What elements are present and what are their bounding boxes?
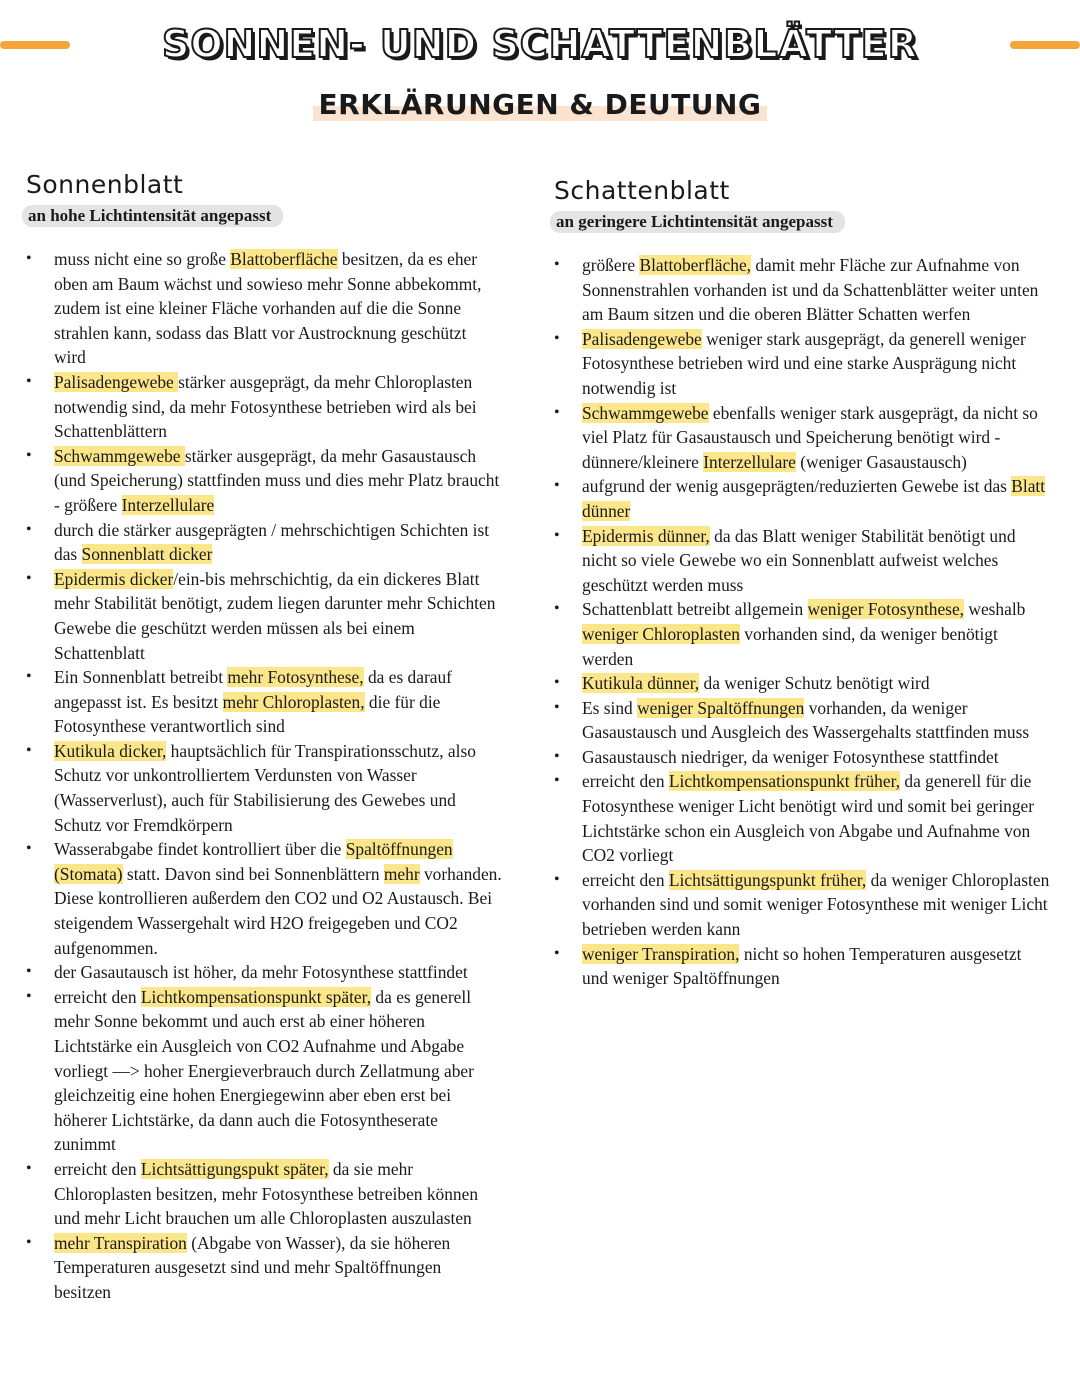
sonnenblatt-heading: Sonnenblatt <box>26 170 184 199</box>
list-item <box>22 837 502 960</box>
list-item <box>550 745 1050 770</box>
list-item <box>550 253 1050 327</box>
highlighted-term: Kutikula dicker, <box>54 740 167 761</box>
page-title: SONNEN- UND SCHATTENBLÄTTER <box>161 22 919 66</box>
list-text: weshalb <box>964 599 1026 620</box>
list-text: vorhanden, da weniger Gasaustausch und Ausgleich des Wassergehalts stattfinden muss <box>582 697 1030 743</box>
list-item <box>550 671 1050 696</box>
list-text: statt. Davon sind bei Sonnenblättern <box>122 863 384 884</box>
schattenblatt-list <box>550 253 1050 991</box>
list-text: nicht so hohen Temperaturen ausgesetzt und weniger Spaltöffnungen <box>582 943 1022 989</box>
list-text: damit mehr Fläche zur Aufnahme von Sonnenstrahlen vorhanden ist und da Schattenblätter weiter unten am Baum sitzen und die oberen Blätter Schatten werfen <box>582 255 1039 325</box>
highlighted-term: mehr Transpiration <box>54 1232 187 1253</box>
list-item <box>22 739 502 837</box>
list-item <box>550 474 1050 523</box>
highlighted-term: Epidermis dünner, <box>582 525 710 546</box>
highlighted-term: weniger Spaltöffnungen <box>637 697 805 718</box>
list-text: größere <box>582 255 640 275</box>
page-subtitle <box>0 88 1080 121</box>
list-item <box>550 401 1050 475</box>
title-accent-line-left <box>0 41 70 49</box>
list-text: erreicht den <box>54 1158 141 1179</box>
list-item <box>550 327 1050 401</box>
highlighted-term: Palisadengewebe <box>54 371 179 392</box>
highlighted-term: Interzellulare <box>121 494 215 515</box>
highlighted-term: Schwammgewebe <box>582 402 709 423</box>
list-item <box>22 518 502 567</box>
highlighted-term: weniger Fotosynthese, <box>807 599 965 620</box>
highlighted-term: Spaltöffnungen (Stomata) <box>54 839 453 884</box>
list-text: ebenfalls weniger stark ausgeprägt, da nicht so viel Platz für Gasaustausch und Speicherung benötigt wird - dünnere/kleinere <box>582 402 1038 472</box>
list-text: aufgrund der wenig ausgeprägten/reduzierten Gewebe ist das <box>582 476 1012 497</box>
list-text: weniger stark ausgeprägt, da generell weniger Fotosynthese betrieben wird und eine starke Ausprägung nicht notwendig ist <box>582 328 1026 398</box>
sonnenblatt-tag: an hohe Lichtintensität angepasst <box>22 205 283 227</box>
list-text: da es generell mehr Sonne bekommt und auch erst ab einer höheren Lichtstärke ein Ausgleich von CO2 Aufnahme und Abgabe vorliegt —> hoher Energieverbrauch durch Zellatmung aber gleichzeitig eine hohen Energiegewinn aber eben erst bei höherer Lichtstärke, da dann auch die Fotosyntheserate zunimmt <box>54 986 474 1155</box>
list-item <box>22 370 502 444</box>
sonnenblatt-column <box>22 170 502 1305</box>
highlighted-term: Palisadengewebe <box>582 328 702 349</box>
list-text: da weniger Schutz benötigt wird <box>699 673 930 694</box>
list-text: (Abgabe von Wasser), da sie höheren Temperaturen ausgesetzt sind und mehr Spaltöffnungen besitzen <box>54 1232 451 1302</box>
list-text: erreicht den <box>582 771 669 792</box>
highlighted-term: Kutikula dünner, <box>582 673 700 694</box>
highlighted-term: Lichtsättigungspunkt früher, <box>668 869 867 890</box>
list-item <box>22 960 502 985</box>
title-accent-line-right <box>1010 41 1080 49</box>
list-item <box>550 524 1050 598</box>
list-text: die für die Fotosynthese verantwortlich sind <box>54 691 441 737</box>
list-text: stärker ausgeprägt, da mehr Chloroplasten notwendig sind, da mehr Fotosynthese betrieben wird als bei Schattenblättern <box>54 371 477 442</box>
highlighted-term: weniger Transpiration, <box>582 943 740 964</box>
schattenblatt-heading: Schattenblatt <box>554 176 730 205</box>
sonnenblatt-list <box>22 247 502 1305</box>
list-text: Wasserabgabe findet kontrolliert über die <box>54 839 346 860</box>
highlighted-term: Sonnenblatt dicker <box>81 544 213 565</box>
list-text: hauptsächlich für Transpirationsschutz, also Schutz vor unkontrolliertem Verdunsten von Wasser (Wasserverlust), auch für Stabilisierung des Gewebes und Schutz vor Fremdkörpern <box>54 740 476 835</box>
list-text: da weniger Chloroplasten vorhanden sind und somit weniger Fotosynthese mit weniger Licht betrieben werden kann <box>582 869 1050 940</box>
highlighted-term: Lichtkompensationspunkt früher, <box>668 771 901 792</box>
highlighted-term: Lichtsättigungspukt später, <box>140 1158 329 1179</box>
list-text: stärker ausgeprägt, da mehr Gasaustausch (und Speicherung) stattfinden muss und dies mehr Platz braucht - größere <box>54 445 500 515</box>
list-text: da generell für die Fotosynthese weniger Licht benötigt wird und somit bei geringer Lichtstärke schon ein Ausgleich von Abgabe und Aufnahme von CO2 vorliegt <box>582 771 1035 866</box>
list-item <box>550 597 1050 671</box>
list-text: vorhanden sind, da weniger benötigt werden <box>582 623 998 669</box>
list-item <box>550 942 1050 991</box>
highlighted-term: mehr Fotosynthese, <box>227 667 364 688</box>
list-text: Es sind <box>582 697 638 718</box>
highlighted-term: Epidermis dicker <box>54 568 174 589</box>
list-text: da es darauf angepasst ist. Es besitzt <box>54 667 452 712</box>
list-item <box>22 1157 502 1231</box>
list-item <box>22 985 502 1157</box>
list-text: durch die stärker ausgeprägten / mehrschichtigen Schichten ist das <box>54 519 490 565</box>
list-text: Schattenblatt betreibt allgemein <box>582 599 808 620</box>
list-item <box>22 665 502 739</box>
list-item <box>550 769 1050 867</box>
list-text: Ein Sonnenblatt betreibt <box>54 667 228 688</box>
highlighted-term: Blattoberfläche, <box>639 255 752 275</box>
list-text: da das Blatt weniger Stabilität benötigt und nicht so viele Gewebe wo ein Sonnenblatt aufweist welches geschützt werden muss <box>582 525 1016 595</box>
list-text: (weniger Gasaustausch) <box>795 451 967 472</box>
list-text: vorhanden. Diese kontrollieren außerdem den CO2 und O2 Austausch. Bei steigendem Wassergehalt wird H2O freigegeben und CO2 aufgenommen. <box>54 863 502 958</box>
schattenblatt-column <box>550 176 1050 991</box>
schattenblatt-tag: an geringere Lichtintensität angepasst <box>550 211 845 233</box>
list-text: besitzen, da es eher oben am Baum wächst und sowieso mehr Sonne abbekommt, zudem ist eine kleiner Fläche vorhanden auf die die Sonne strahlen kann, sodass das Blatt vor Austrocknung geschützt wird <box>54 249 482 368</box>
list-item <box>22 247 502 370</box>
page-subtitle-text: ERKLÄRUNGEN & DEUTUNG <box>313 88 768 121</box>
title-banner <box>0 22 1080 72</box>
list-text: Gasaustausch niedriger, da weniger Fotosynthese stattfindet <box>582 746 999 767</box>
list-text: erreicht den <box>54 986 141 1007</box>
list-text: muss nicht eine so große <box>54 249 231 269</box>
list-item <box>22 1231 502 1305</box>
list-item <box>22 567 502 665</box>
list-text: erreicht den <box>582 869 669 890</box>
highlighted-term: Interzellulare <box>703 451 796 472</box>
highlighted-term: weniger Chloroplasten <box>582 623 740 644</box>
list-text: da sie mehr Chloroplasten besitzen, mehr Fotosynthese betreiben können und mehr Licht brauchen um alle Chloroplasten auszulasten <box>54 1158 479 1229</box>
list-item <box>550 868 1050 942</box>
highlighted-term: Schwammgewebe <box>54 445 185 466</box>
highlighted-term: Blatt dünner <box>582 476 1046 521</box>
highlighted-term: Lichtkompensationspunkt später, <box>140 986 372 1007</box>
list-text: /ein-bis mehrschichtig, da ein dickeres Blatt mehr Stabilität benötigt, zudem liegen darunter mehr Schichten Gewebe die geschützt werden müssen als bei einem Schattenblatt <box>54 568 496 663</box>
list-item <box>22 444 502 518</box>
highlighted-term: mehr Chloroplasten, <box>222 691 365 712</box>
list-item <box>550 696 1050 745</box>
highlighted-term: mehr <box>383 863 420 884</box>
highlighted-term: Blattoberfläche <box>230 249 338 269</box>
list-text: der Gasautausch ist höher, da mehr Fotosynthese stattfindet <box>54 962 468 983</box>
